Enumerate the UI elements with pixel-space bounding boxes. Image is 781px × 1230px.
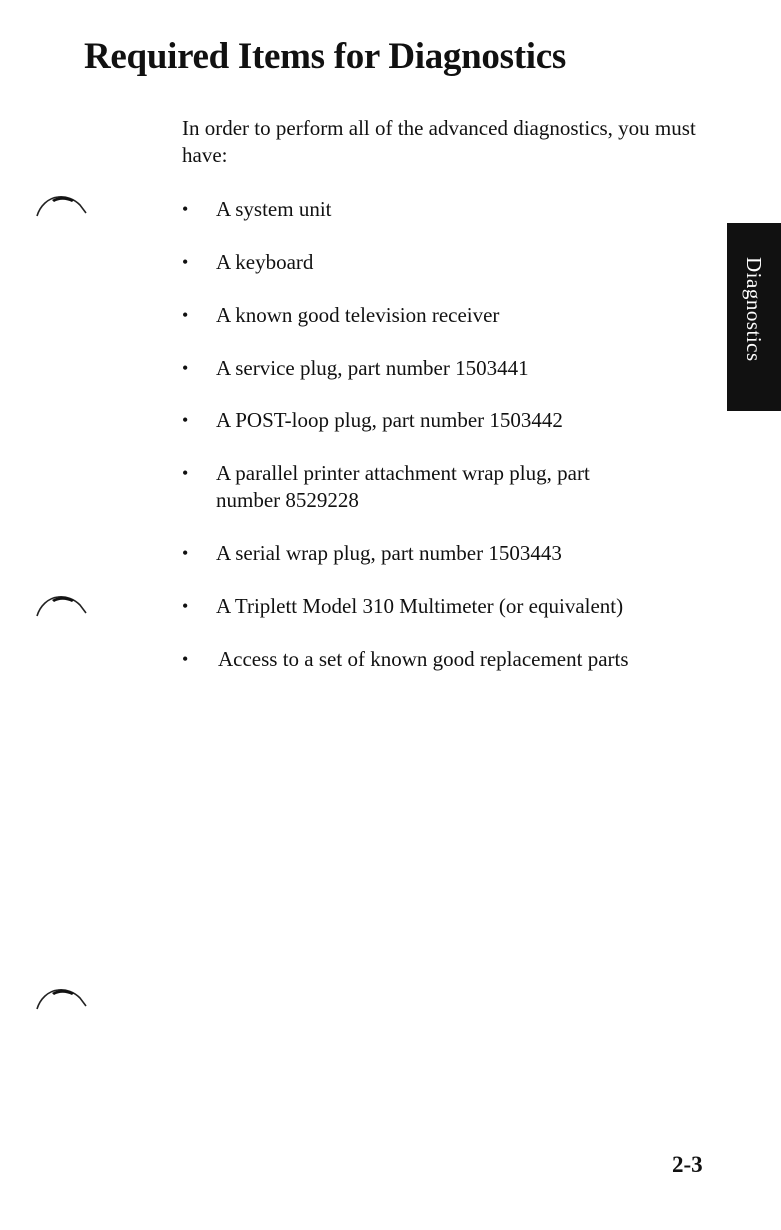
section-tab-label: Diagnostics	[742, 257, 766, 362]
binder-hole-mark-icon	[34, 981, 94, 1011]
page-title: Required Items for Diagnostics	[84, 36, 566, 77]
list-item-text: A keyboard	[216, 250, 314, 274]
bullet-icon: •	[182, 252, 189, 272]
bullet-icon: •	[182, 199, 189, 219]
bullet-icon: •	[182, 305, 189, 325]
list-item-text: A Triplett Model 310 Multimeter (or equivalent)	[216, 594, 624, 618]
section-tab	[727, 223, 781, 411]
list-item-text: Access to a set of known good replacement parts	[218, 647, 629, 671]
bullet-icon: •	[182, 649, 189, 669]
bullet-icon: •	[182, 358, 189, 378]
list-item-text: A known good television receiver	[216, 303, 500, 327]
binder-hole-mark-icon	[34, 588, 94, 618]
list-item-text: A parallel printer attachment wrap plug, part number 8529228	[216, 461, 590, 512]
list-item-text: A system unit	[216, 197, 332, 221]
intro-paragraph: In order to perform all of the advanced diagnostics, you must have:	[182, 116, 696, 167]
page-number: 2-3	[672, 1152, 703, 1177]
bullet-icon: •	[182, 543, 189, 563]
bullet-icon: •	[182, 463, 189, 483]
list-item-text: A serial wrap plug, part number 1503443	[216, 541, 562, 565]
bullet-icon: •	[182, 410, 189, 430]
list-item-text: A POST-loop plug, part number 1503442	[216, 408, 563, 432]
list-item-text: A service plug, part number 1503441	[216, 356, 529, 380]
binder-hole-mark-icon	[34, 188, 94, 218]
bullet-icon: •	[182, 596, 189, 616]
